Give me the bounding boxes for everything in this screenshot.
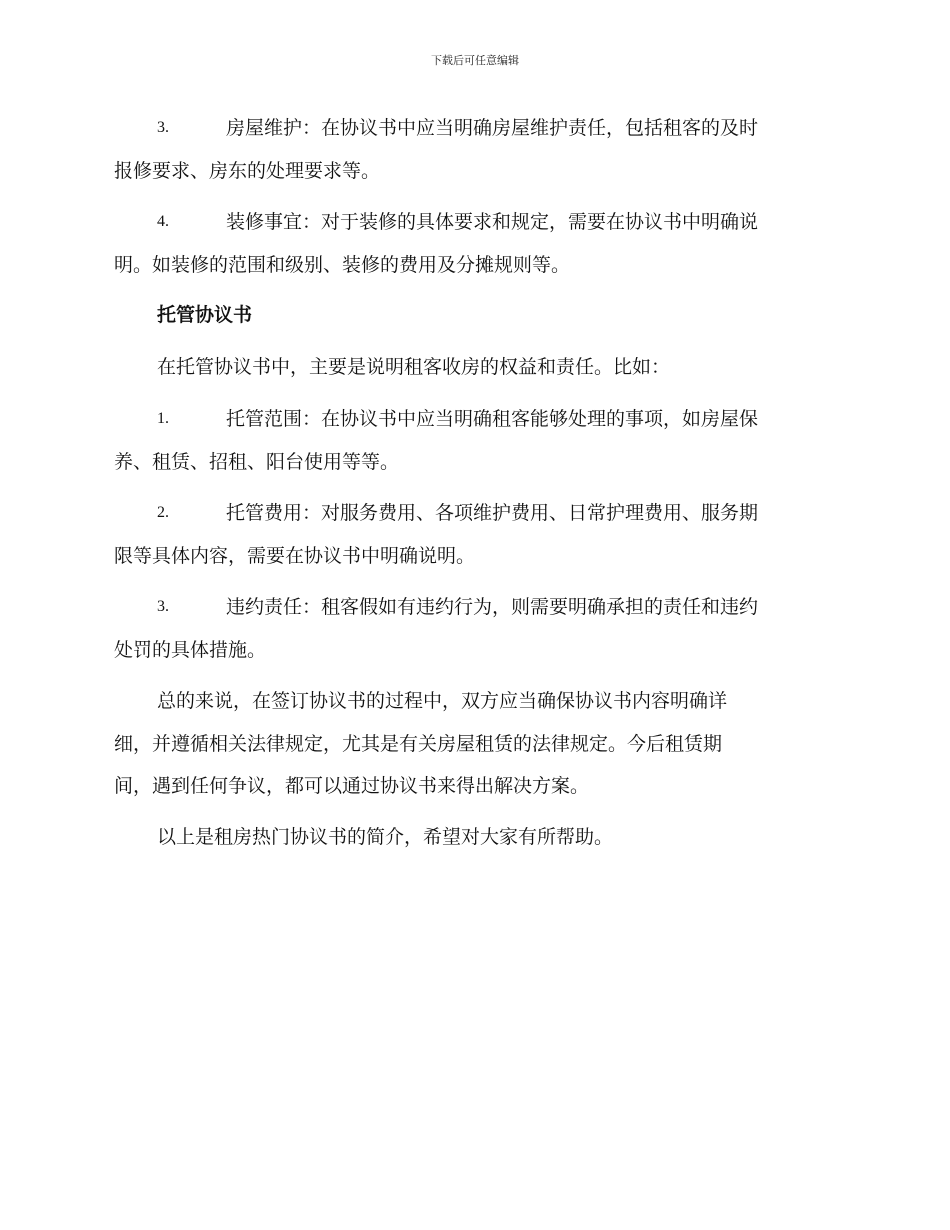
item-text-line: 托管范围：在协议书中应当明确租客能够处理的事项，如房屋保 [226,408,759,430]
item-number: 4. [157,213,169,230]
paragraph-line: 总的来说，在签订协议书的过程中，双方应当确保协议书内容明确详 [157,690,728,712]
item-number: 1. [157,410,169,427]
item-text-line: 限等具体内容，需要在协议书中明确说明。 [114,545,476,567]
item-text-line: 报修要求、房东的处理要求等。 [114,160,381,182]
item-text-line: 装修事宜：对于装修的具体要求和规定，需要在协议书中明确说 [226,211,759,233]
item-number: 3. [157,598,169,615]
item-number: 3. [157,119,169,136]
section-intro: 在托管协议书中，主要是说明租客收房的权益和责任。比如： [157,356,671,378]
item-text-line: 违约责任：租客假如有违约行为，则需要明确承担的责任和违约 [226,596,759,618]
paragraph-line: 间，遇到任何争议，都可以通过协议书来得出解决方案。 [114,775,590,797]
item-text-line: 处罚的具体措施。 [114,639,267,661]
item-text-line: 托管费用：对服务费用、各项维护费用、日常护理费用、服务期 [226,502,759,524]
paragraph-line: 细，并遵循相关法律规定，尤其是有关房屋租赁的法律规定。今后租赁期 [114,733,723,755]
item-text-line: 养、租赁、招租、阳台使用等等。 [114,451,400,473]
item-text-line: 房屋维护：在协议书中应当明确房屋维护责任，包括租客的及时 [226,117,759,139]
page-header: 下载后可任意编辑 [431,54,519,67]
section-title: 托管协议书 [157,304,253,326]
item-number: 2. [157,504,169,521]
item-text-line: 明。如装修的范围和级别、装修的费用及分摊规则等。 [114,254,571,276]
closing-paragraph: 以上是租房热门协议书的简介，希望对大家有所帮助。 [157,826,614,848]
